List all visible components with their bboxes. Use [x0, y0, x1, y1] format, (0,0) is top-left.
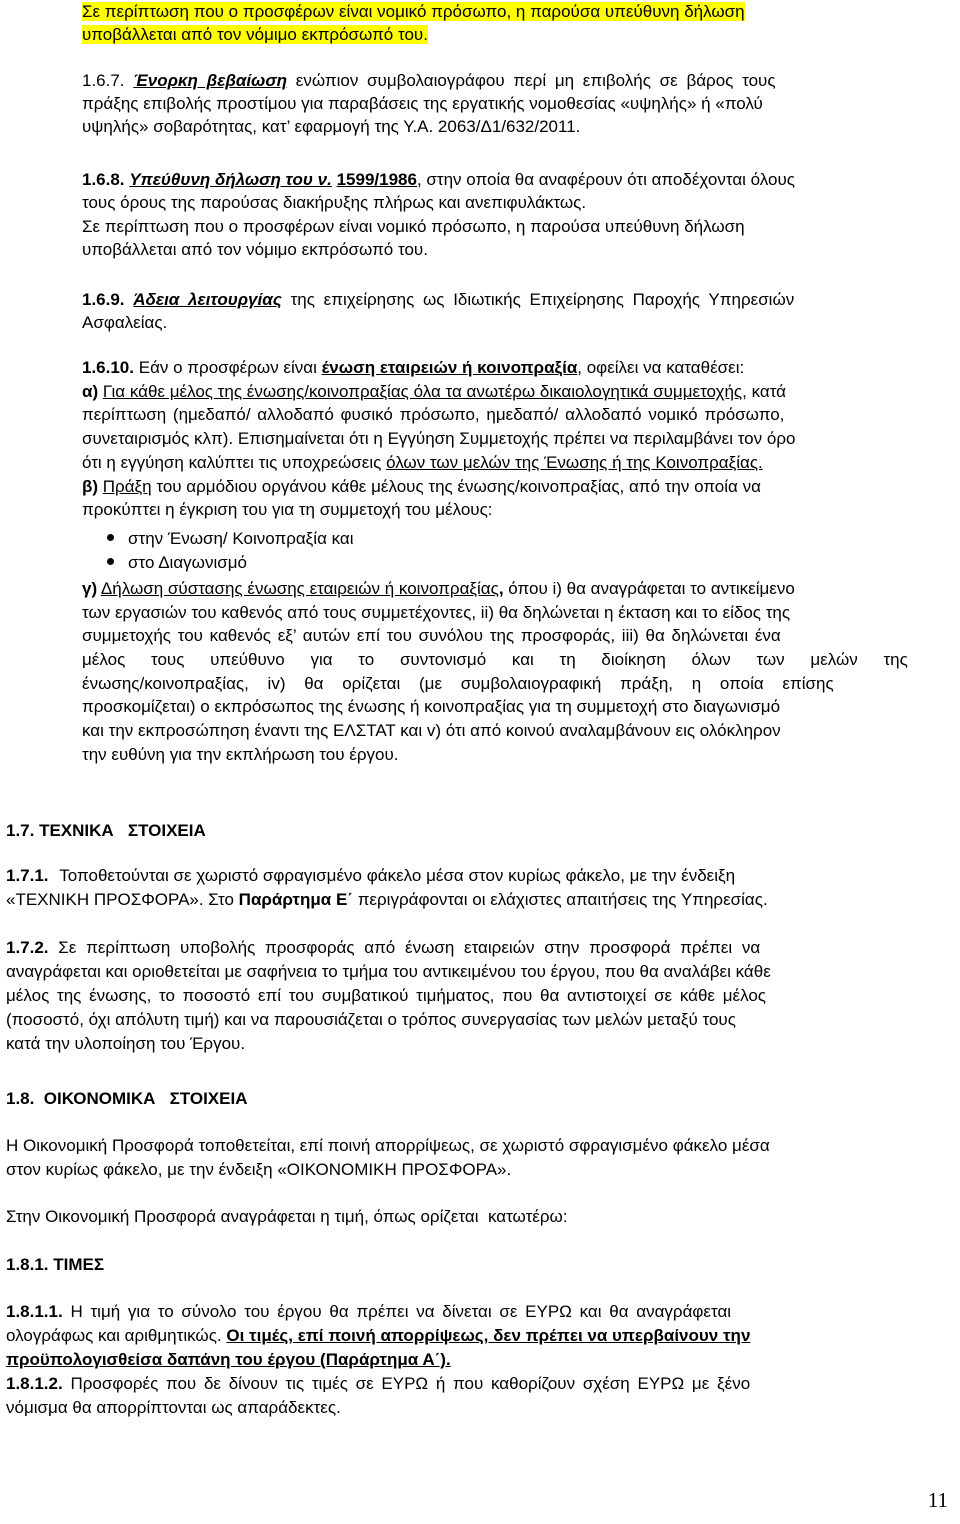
page-number: 11	[927, 1488, 948, 1512]
sub-heading: 1.8.1. ΤΙΜΕΣ	[6, 1255, 105, 1274]
list-item: στο Διαγωνισμό	[107, 551, 247, 574]
carryover-line-2: υποβάλλεται από τον νόμιμο εκπρόσωπό του.	[82, 25, 428, 44]
section-title: Άδεια λειτουργίας	[133, 290, 282, 309]
list-item: στην Ένωση/ Κοινοπραξία και	[107, 527, 354, 550]
section-number: 1.6.9.	[82, 290, 125, 309]
section-heading: 1.7. ΤΕΧΝΙΚΑ ΣΤΟΙΧΕΙΑ	[6, 821, 206, 840]
section-number: 1.6.10.	[82, 358, 134, 377]
section-title: Ένορκη βεβαίωση	[133, 71, 288, 90]
section-number: 1.6.8.	[82, 170, 125, 189]
item-b: β) Πράξη του αρμόδιου οργάνου κάθε μέλους της ένωσης/κοινοπραξίας, από την οποία να	[82, 477, 761, 496]
item-c: γ) Δήλωση σύστασης ένωσης εταιρειών ή κοινοπραξίας, όπου i) θα αναγράφεται το αντικείμενο	[82, 579, 795, 598]
bullet-icon	[107, 534, 114, 541]
law-number: 1599/1986	[336, 170, 417, 189]
bullet-icon	[107, 558, 114, 565]
section-number: 1.6.7.	[82, 71, 125, 90]
section-heading: 1.8. ΟΙΚΟΝΟΜΙΚΑ ΣΤΟΙΧΕΙΑ	[6, 1089, 248, 1108]
section-title: Υπεύθυνη δήλωση του ν.	[129, 170, 332, 189]
item-a: α) Για κάθε μέλος της ένωσης/κοινοπραξίας όλα τα ανωτέρω δικαιολογητικά συμμετοχής, κατά	[82, 382, 786, 401]
carryover-line-1: Σε περίπτωση που ο προσφέρων είναι νομικό πρόσωπο, η παρούσα υπεύθυνη δήλωση	[82, 2, 745, 21]
